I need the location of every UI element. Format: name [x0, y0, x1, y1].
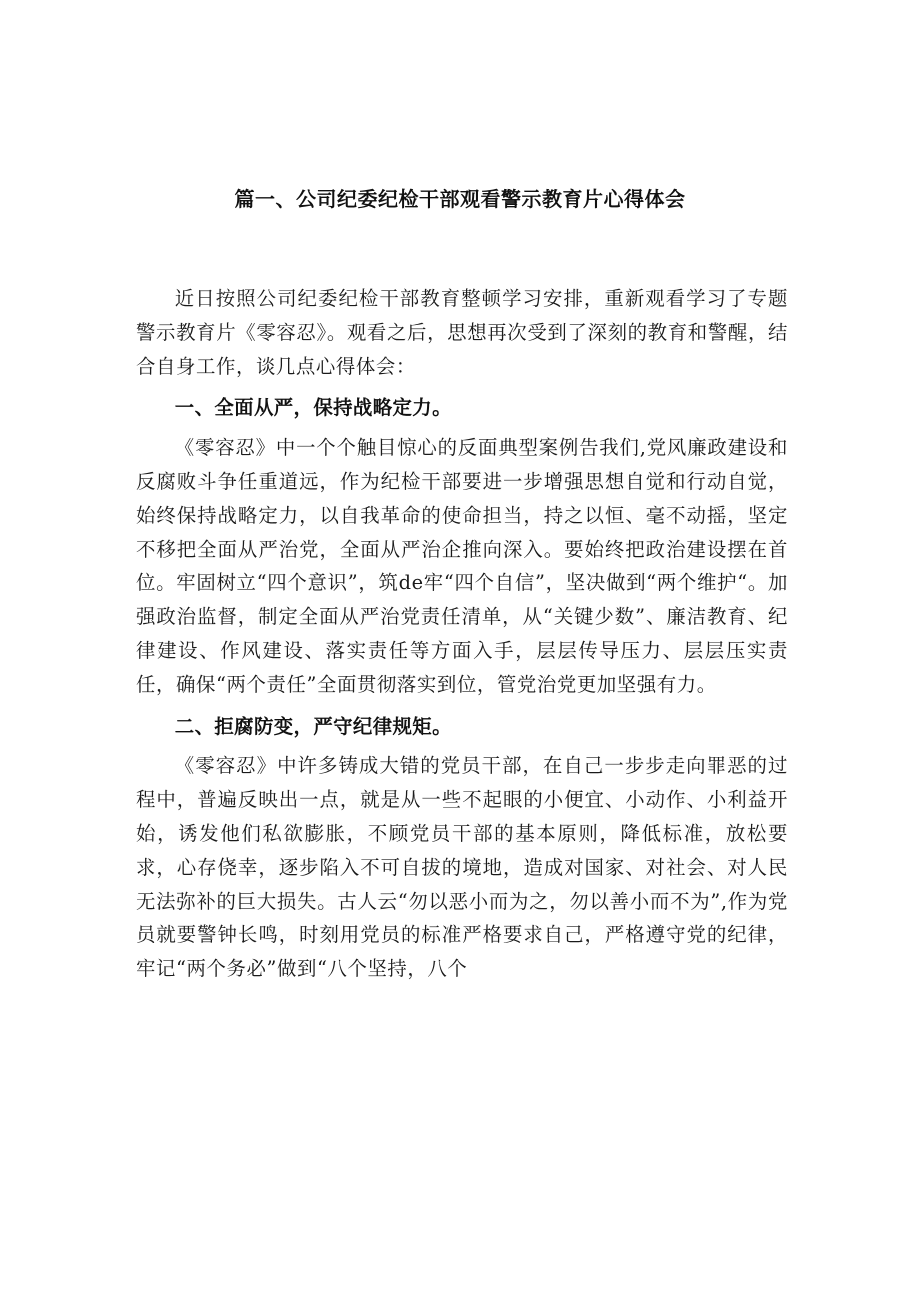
section-2	[136, 710, 788, 986]
document-body	[136, 282, 788, 986]
section-1	[136, 391, 788, 701]
section-heading: 二、拒腐防变，严守纪律规矩。	[174, 714, 452, 738]
document-title: 篇一、公司纪委纪检干部观看警示教育片心得体会	[234, 187, 686, 211]
section-paragraph: 《零容忍》中许多铸成大错的党员干部，在自己一步步走向罪恶的过程中，普遍反映出一点，就是从一些不起眼的小便宜、小动作、小利益开始，诱发他们私欲膨胀，不顾党员干部的基本原则，降低标准，放松要求，心存侥幸，逐步陷入不可自拔的境地，造成对国家、对社会、对人民无法弥补的巨大损失。古人云“勿以恶小而为之，勿以善小而不为”,作为党员就要警钟长鸣，时刻用党员的标准严格要求自己，严格遵守党的纪律，牢记“两个务必”做到“八个坚持，八个	[136, 754, 788, 981]
intro-paragraph: 近日按照公司纪委纪检干部教育整顿学习安排，重新观看学习了专题警示教育片《零容忍》。观看之后，思想再次受到了深刻的教育和警醒，结合自身工作，谈几点心得体会：	[136, 287, 788, 378]
section-heading: 一、全面从严，保持战略定力。	[174, 396, 452, 420]
section-paragraph: 《零容忍》中一个个触目惊心的反面典型案例告我们,党风廉政建设和反腐败斗争任重道远，作为纪检干部要进一步增强思想自觉和行动自觉，始终保持战略定力，以自我革命的使命担当，持之以恒、毫不动摇，坚定不移把全面从严治党，全面从严治企推向深入。要始终把政治建设摆在首位。牢固树立“四个意识”，筑de牢“四个自信”，坚决做到“两个维护“。加强政治监督，制定全面从严治党责任清单，从“关键少数”、廉洁教育、纪律建设、作风建设、落实责任等方面入手，层层传导压力、层层压实责任，确保“两个责任”全面贯彻落实到位，管党治党更加坚强有力。	[136, 436, 788, 696]
